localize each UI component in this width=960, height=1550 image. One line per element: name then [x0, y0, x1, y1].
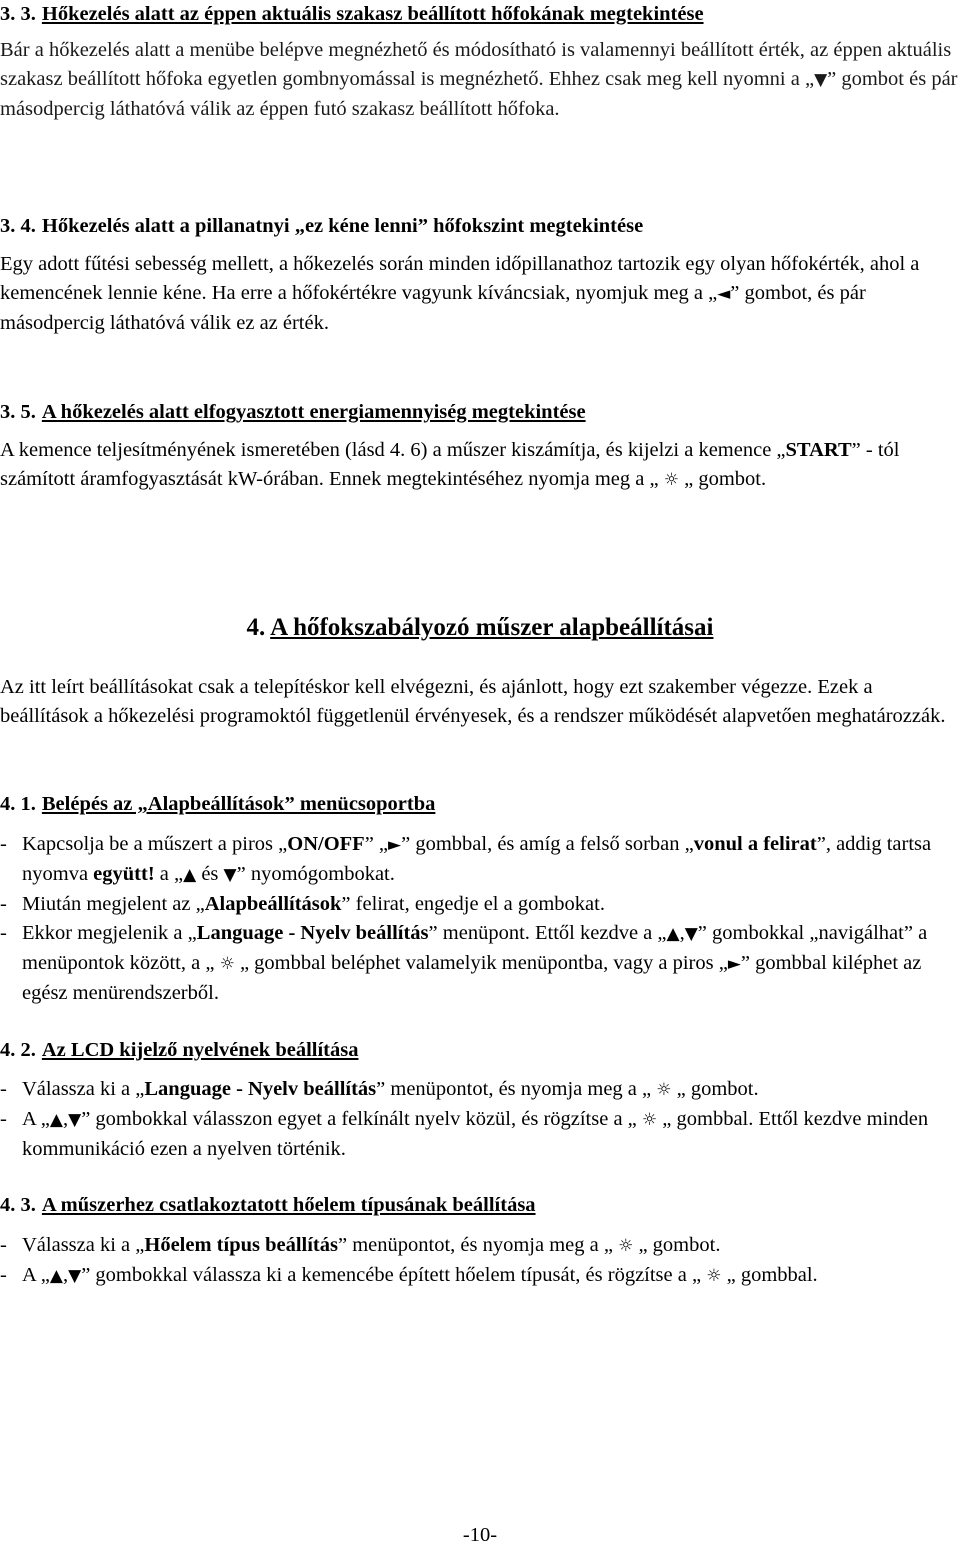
up-arrow-icon: ▲ — [49, 1266, 63, 1286]
sun-icon: ☼ — [641, 1110, 658, 1130]
section-number: 3. 3. — [0, 3, 36, 25]
sun-icon: ☼ — [219, 954, 235, 974]
text: ” nyomógombokat. — [236, 863, 395, 885]
heading-4-2 — [0, 1038, 358, 1062]
sun-icon: ☼ — [706, 1266, 722, 1286]
list-item — [0, 919, 958, 1008]
section-number: 4. 1. — [0, 793, 36, 815]
up-arrow-icon: ▲ — [666, 924, 680, 944]
down-arrow-icon: ▼ — [684, 924, 698, 944]
text: ” - tól számított áramfogyasztását kW-órában. Ennek megtekintéséhez nyomja meg a „ — [0, 439, 900, 490]
text: Ekkor megjelenik a „ — [22, 922, 197, 944]
text: ” menüpontot, és nyomja meg a „ — [337, 1234, 619, 1256]
text: , — [679, 922, 685, 944]
section-title: Hőkezelés alatt a pillanatnyi „ez kéne lenni” hőfokszint megtekintése — [41, 215, 644, 237]
right-arrow-icon: ► — [727, 954, 741, 974]
text: „ gombot. — [671, 1078, 759, 1100]
text: ” gombokkal válasszon egyet a felkínált nyelv közül, és rögzítse a „ — [81, 1108, 642, 1130]
up-arrow-icon: ▲ — [49, 1110, 63, 1130]
paragraph-4: Az itt leírt beállításokat csak a telepítéskor kell elvégezni, és ajánlott, hogy ezt szakember végezze. Ezek a beállítások a hőkezelési programoktól függetlenül érvényesek, és a rendszer működését alapvetően meghatározzák. — [0, 676, 946, 727]
text: A „ — [22, 1108, 50, 1130]
text: ”, addig tartsa nyomva — [22, 833, 932, 885]
heading-4-1 — [0, 792, 435, 816]
text: ” menüpontot, és nyomja meg a „ — [376, 1078, 657, 1100]
list-dash: - — [0, 922, 7, 944]
list-dash: - — [0, 1264, 7, 1286]
list-4-2 — [0, 1075, 958, 1164]
down-arrow-icon: ▼ — [68, 1110, 82, 1130]
text: Bár a hőkezelés alatt a menübe belépve megnézhető és módosítható is valamennyi beállított érték, az éppen aktuális szakasz beállított hőfoka egyetlen gombnyomással is megnézhető. Ehhez csak meg kell nyomni a „ — [0, 39, 952, 90]
bold-text: Language - Nyelv beállítás — [144, 1078, 377, 1100]
text: ” gombbal kiléphet az egész menürendszerből. — [22, 952, 922, 1004]
sun-icon: ☼ — [663, 470, 679, 490]
section-title: Belépés az „Alapbeállítások” menücsoportba — [41, 793, 436, 815]
bold-text: Alapbeállítások — [204, 893, 342, 915]
text: Kapcsolja be a műszert a piros „ — [22, 833, 288, 855]
left-arrow-icon: ◄ — [717, 284, 731, 304]
text: ” gombot, és pár másodpercig láthatóvá válik ez az érték. — [0, 282, 866, 334]
text: „ gombbal. Ettől kezdve minden kommunikáció ezen a nyelven történik. — [22, 1108, 929, 1160]
text: ” felirat, engedje el a gombokat. — [341, 893, 605, 915]
text: „ gombbal. — [721, 1264, 818, 1286]
paragraph-3-3 — [0, 36, 958, 124]
down-arrow-icon: ▼ — [814, 70, 828, 90]
page-number: -10- — [462, 1524, 498, 1546]
bold-text: együtt! — [93, 863, 155, 885]
section-number: 4. 3. — [0, 1194, 36, 1216]
heading-4-3 — [0, 1193, 536, 1217]
text: „ gombot. — [678, 468, 767, 490]
text: , — [62, 1264, 69, 1286]
sun-icon: ☼ — [656, 1080, 672, 1100]
text: A „ — [22, 1264, 50, 1286]
list-4-1 — [0, 830, 958, 1008]
section-title: A műszerhez csatlakoztatott hőelem típusának beállítása — [41, 1194, 536, 1216]
paragraph-3-4 — [0, 250, 958, 338]
section-title: A hőkezelés alatt elfogyasztott energiamennyiség megtekintése — [41, 401, 586, 423]
text: ” menüpont. Ettől kezdve a „ — [428, 922, 667, 944]
bold-text: vonul a felirat — [693, 833, 817, 855]
section-title: Az LCD kijelző nyelvének beállítása — [41, 1039, 359, 1061]
text: és — [196, 863, 224, 885]
text: „ gombbal beléphet valamelyik menüpontba, vagy a piros „ — [234, 952, 728, 974]
list-item — [0, 1261, 958, 1291]
section-number: 4. — [246, 614, 266, 641]
bold-text: Language - Nyelv beállítás — [196, 922, 429, 944]
text: A kemence teljesítményének ismeretében (lásd 4. 6) a műszer kiszámítja, és kijelzi a kemence „ — [0, 439, 786, 461]
paragraph-3-5 — [0, 436, 958, 495]
right-arrow-icon: ► — [388, 835, 402, 855]
text: ” „ — [364, 833, 389, 855]
list-item — [0, 1231, 958, 1261]
section-number: 3. 4. — [0, 215, 36, 237]
text: „ gombot. — [633, 1234, 721, 1256]
text: Egy adott fűtési sebesség mellett, a hőkezelés során minden időpillanathoz tartozik egy olyan hőfokérték, ahol a kemencének lennie kéne. Ha erre a hőfokértékre vagyunk kíváncsiak, nyomjuk meg a „ — [0, 253, 920, 304]
section-title: Hőkezelés alatt az éppen aktuális szakasz beállított hőfokának megtekintése — [41, 3, 704, 25]
list-dash: - — [0, 1108, 7, 1130]
text: ” gombokkal válassza ki a kemencébe épített hőelem típusát, és rögzítse a „ — [81, 1264, 707, 1286]
list-dash: - — [0, 1234, 7, 1256]
text: ” gombokkal „navigálhat” a menüpontok között, a „ — [22, 922, 928, 974]
text: Válassza ki a „ — [22, 1078, 145, 1100]
text: Miután megjelent az „ — [22, 893, 205, 915]
text: ” gombot és pár másodpercig láthatóvá válik az éppen futó szakasz beállított hőfoka. — [0, 68, 958, 120]
section-number: 4. 2. — [0, 1039, 36, 1061]
list-dash: - — [0, 1078, 7, 1100]
bold-text: Hőelem típus beállítás — [144, 1234, 338, 1256]
heading-3-5 — [0, 400, 586, 424]
heading-4 — [0, 612, 960, 644]
text: Válassza ki a „ — [22, 1234, 145, 1256]
list-item — [0, 830, 958, 890]
down-arrow-icon: ▼ — [223, 865, 237, 885]
list-4-3 — [0, 1231, 958, 1291]
list-item — [0, 890, 958, 919]
text: ” gombbal, és amíg a felső sorban „ — [401, 833, 694, 855]
start-label: START — [785, 439, 852, 461]
on-off-label: ON/OFF — [287, 833, 365, 855]
text: , — [62, 1108, 69, 1130]
sun-icon: ☼ — [618, 1236, 634, 1256]
text: a „ — [154, 863, 184, 885]
down-arrow-icon: ▼ — [68, 1266, 82, 1286]
section-number: 3. 5. — [0, 401, 36, 423]
list-dash: - — [0, 833, 7, 855]
up-arrow-icon: ▲ — [183, 865, 197, 885]
list-dash: - — [0, 893, 7, 915]
section-title: A hőfokszabályozó műszer alapbeállításai — [270, 614, 714, 641]
list-item — [0, 1105, 958, 1164]
heading-3-3 — [0, 2, 704, 26]
list-item — [0, 1075, 958, 1105]
heading-3-4 — [0, 214, 643, 238]
